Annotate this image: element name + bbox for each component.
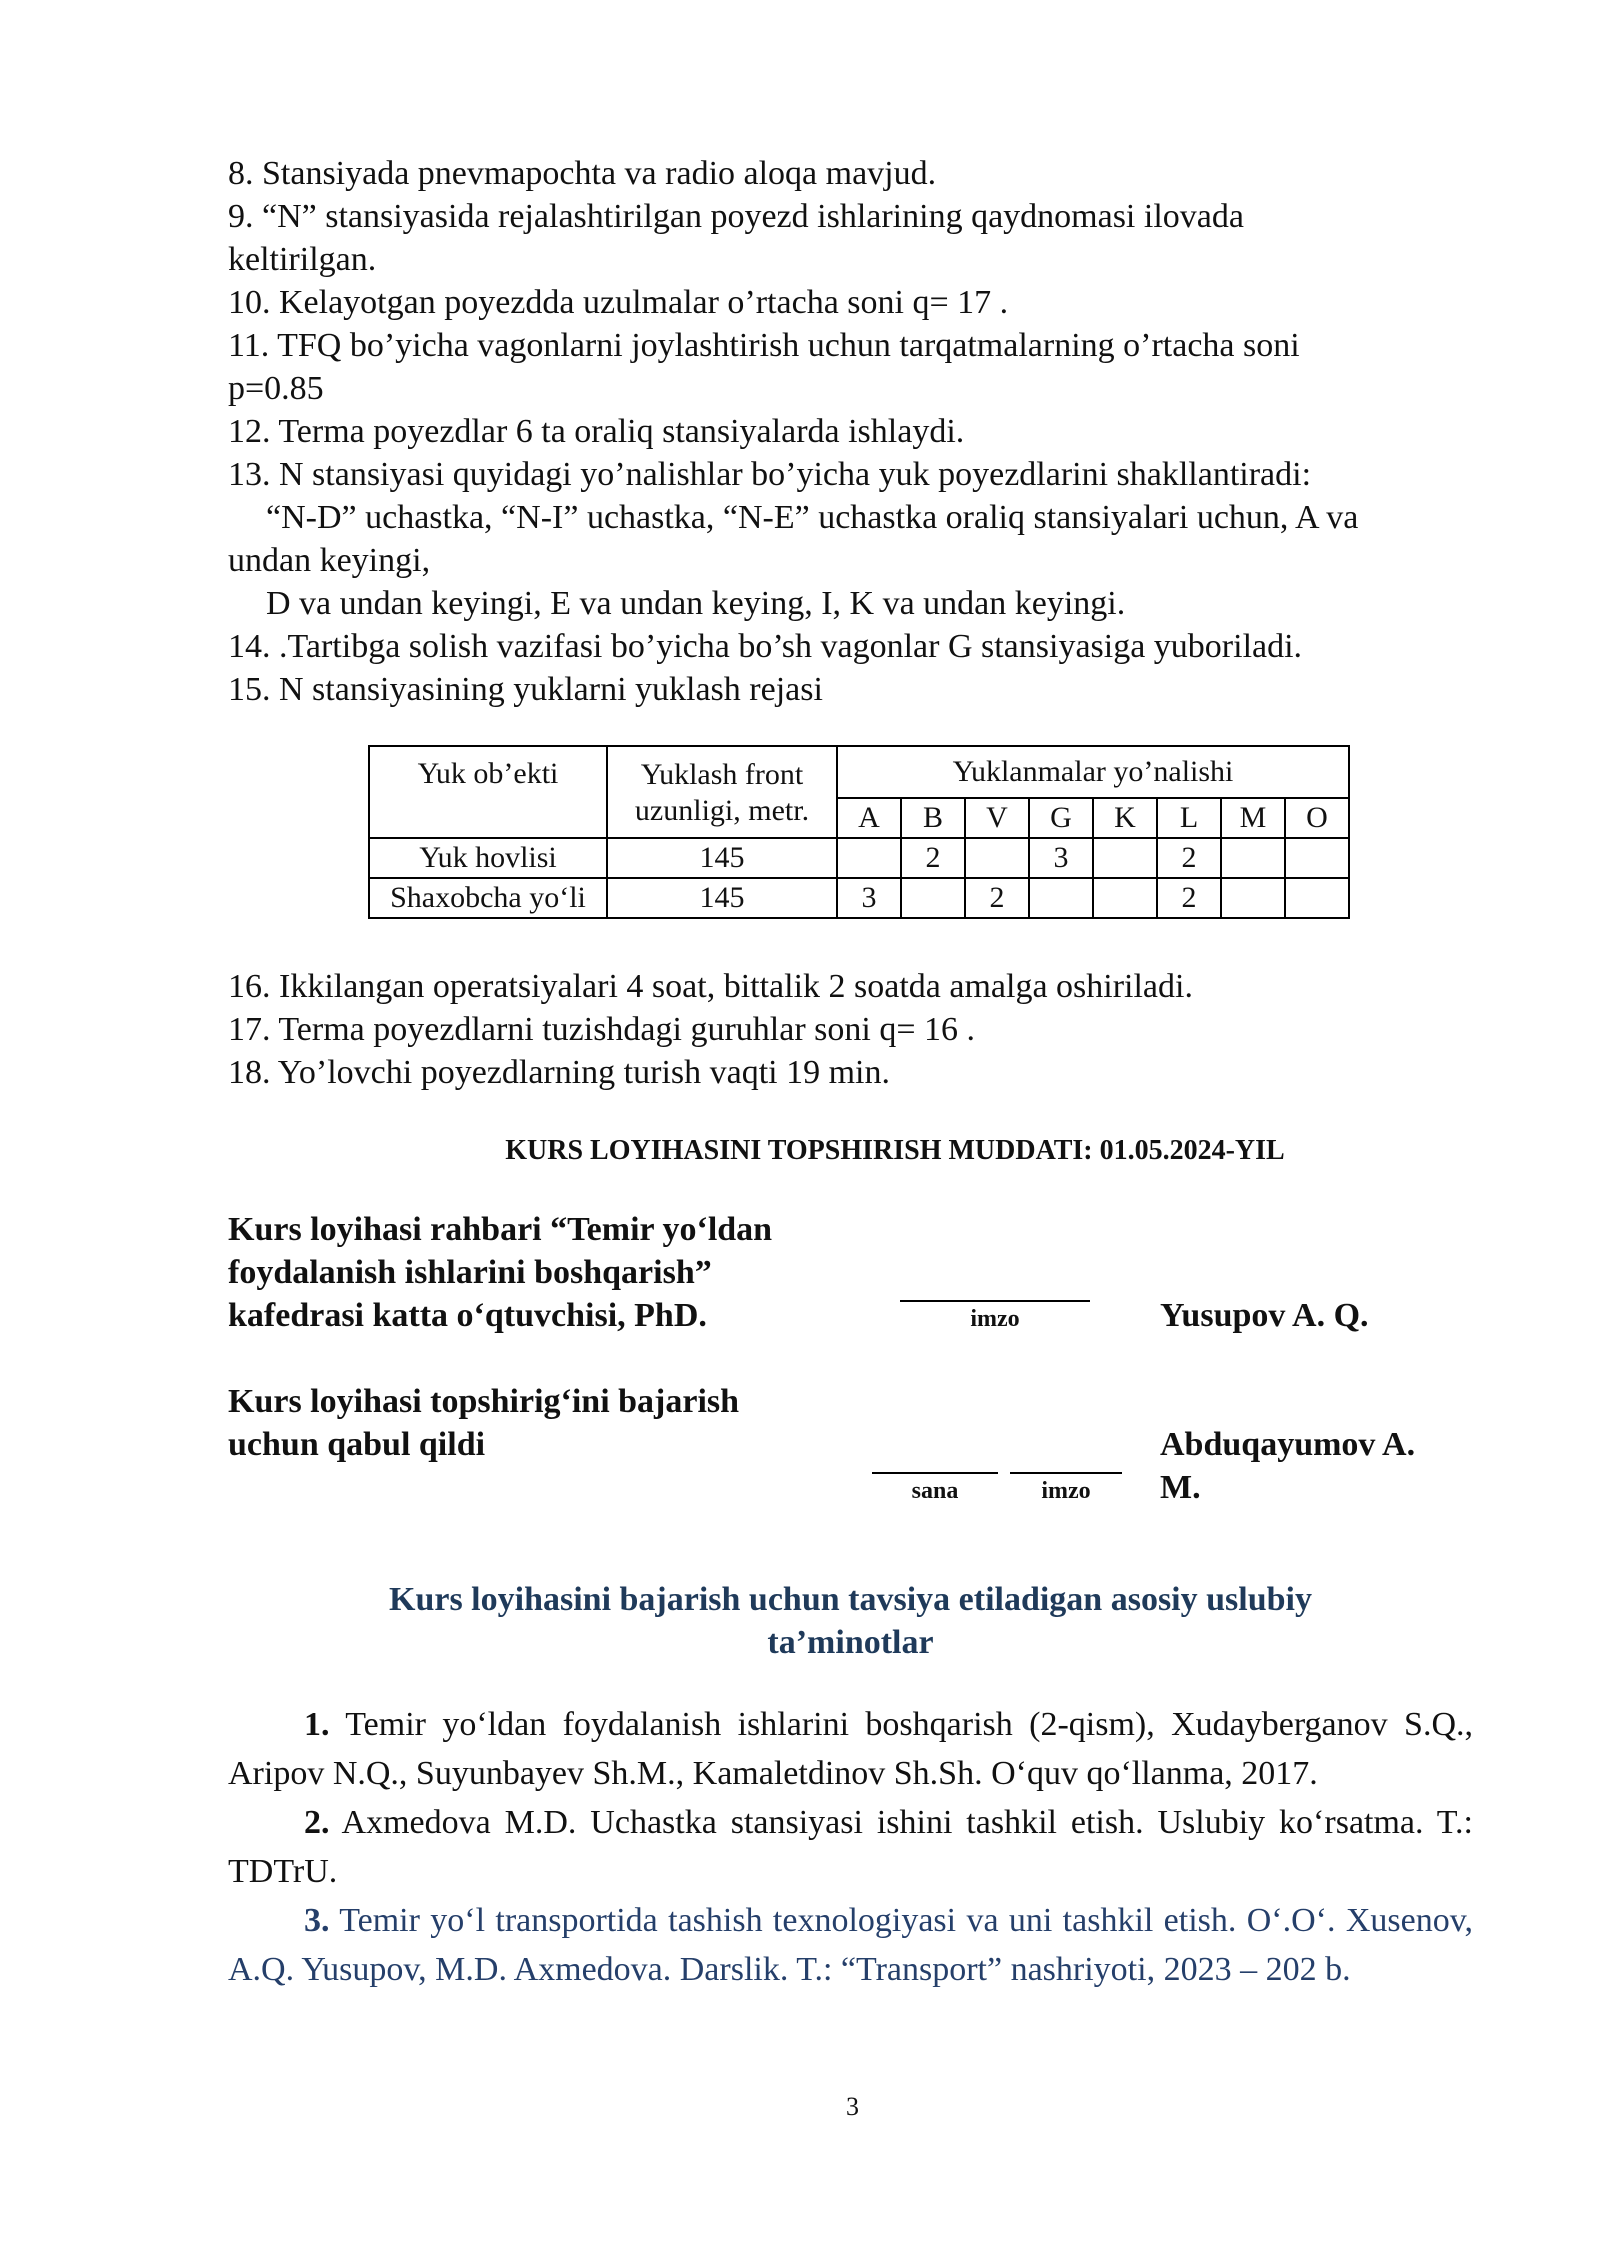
condition-line: 9. “N” stansiyasida rejalashtirilgan poyezd ishlarining qaydnomasi ilovada bbox=[228, 198, 1244, 235]
conditions-list-2 bbox=[228, 965, 1488, 1094]
date-line bbox=[872, 1472, 998, 1474]
row-cell: 3 bbox=[1029, 838, 1093, 878]
row-object: Shaxobcha yo‘li bbox=[369, 878, 607, 918]
signature-line bbox=[900, 1300, 1090, 1302]
condition-line: 14. .Tartibga solish vazifasi bo’yicha bo’sh vagonlar G stansiyasiga yuboriladi. bbox=[228, 628, 1303, 665]
condition-line: keltirilgan. bbox=[228, 241, 377, 278]
condition-line: 12. Terma poyezdlar 6 ta oraliq stansiyalarda ishlaydi. bbox=[228, 413, 965, 450]
condition-line: 11. TFQ bo’yicha vagonlarni joylashtirish uchun tarqatmalarning o’rtacha soni bbox=[228, 327, 1300, 364]
row-cell bbox=[1285, 878, 1349, 918]
condition-line: 10. Kelayotgan poyezdda uzulmalar o’rtacha soni q= 17 . bbox=[228, 284, 1009, 321]
student-name-line: Abduqayumov A. bbox=[1160, 1426, 1416, 1463]
row-front: 145 bbox=[607, 878, 837, 918]
signature-caption: imzo bbox=[1041, 1478, 1091, 1504]
condition-line: 16. Ikkilangan operatsiyalari 4 soat, bittalik 2 soatda amalga oshiriladi. bbox=[228, 968, 1193, 1005]
row-cell: 2 bbox=[965, 878, 1029, 918]
header-front-line2: uzunligi, metr. bbox=[634, 794, 810, 827]
condition-line: 15. N stansiyasining yuklarni yuklash rejasi bbox=[228, 671, 823, 708]
header-front bbox=[607, 746, 837, 838]
row-cell bbox=[901, 878, 965, 918]
student-line: uchun qabul qildi bbox=[228, 1426, 486, 1463]
condition-line: 18. Yo’lovchi poyezdlarning turish vaqti 19 min. bbox=[228, 1054, 891, 1091]
references-list bbox=[228, 1700, 1473, 1994]
direction-header: O bbox=[1285, 798, 1349, 838]
references-title-line: ta’minotlar bbox=[767, 1624, 934, 1661]
header-object: Yuk ob’ekti bbox=[369, 746, 607, 838]
row-cell bbox=[1221, 878, 1285, 918]
table-row bbox=[369, 838, 1349, 878]
reference-number: 2. bbox=[304, 1804, 330, 1841]
reference-text: Temir yo‘l transportida tashish texnologiyasi va uni tashkil etish. O‘.O‘. Xusenov, A.Q. Yusupov, M.D. Axmedova. Darslik. T.: “Transport” nashriyoti, 2023 – 202 b. bbox=[228, 1902, 1473, 1988]
reference-text: Axmedova M.D. Uchastka stansiyasi ishini tashkil etish. Uslubiy ko‘rsatma. T.: TDTrU. bbox=[228, 1804, 1473, 1890]
row-cell bbox=[1285, 838, 1349, 878]
condition-line: p=0.85 bbox=[228, 370, 324, 407]
supervisor-name: Yusupov A. Q. bbox=[1160, 1297, 1369, 1334]
signature-line bbox=[1010, 1472, 1122, 1474]
row-cell bbox=[1093, 838, 1157, 878]
row-cell: 2 bbox=[1157, 838, 1221, 878]
row-cell: 2 bbox=[1157, 878, 1221, 918]
condition-line: 8. Stansiyada pnevmapochta va radio aloqa mavjud. bbox=[228, 155, 937, 192]
direction-header: K bbox=[1093, 798, 1157, 838]
condition-line: “N-D” uchastka, “N-I” uchastka, “N-E” uchastka oraliq stansiyalari uchun, A va bbox=[266, 499, 1359, 536]
student-title bbox=[228, 1380, 739, 1466]
supervisor-line: kafedrasi katta o‘qtuvchisi, PhD. bbox=[228, 1297, 707, 1334]
row-cell: 2 bbox=[901, 838, 965, 878]
page-number: 3 bbox=[846, 2092, 859, 2121]
row-cell bbox=[1029, 878, 1093, 918]
header-front-line1: Yuklash front bbox=[640, 758, 804, 791]
reference-item bbox=[228, 1798, 1473, 1896]
header-directions: Yuklanmalar yo’nalishi bbox=[837, 746, 1349, 798]
condition-line: undan keyingi, bbox=[228, 542, 431, 579]
direction-header: B bbox=[901, 798, 965, 838]
row-front: 145 bbox=[607, 838, 837, 878]
date-caption: sana bbox=[911, 1478, 959, 1504]
condition-line: 13. N stansiyasi quyidagi yo’nalishlar bo’yicha yuk poyezdlarini shakllantiradi: bbox=[228, 456, 1312, 493]
row-cell: 3 bbox=[837, 878, 901, 918]
deadline-heading: KURS LOYIHASINI TOPSHIRISH MUDDATI: 01.05.2024-YIL bbox=[505, 1135, 1285, 1166]
loading-plan-table bbox=[368, 745, 1350, 919]
direction-header: G bbox=[1029, 798, 1093, 838]
row-cell bbox=[965, 838, 1029, 878]
student-line: Kurs loyihasi topshirig‘ini bajarish bbox=[228, 1383, 740, 1420]
reference-number: 3. bbox=[304, 1902, 330, 1939]
table-row bbox=[369, 878, 1349, 918]
signature-caption: imzo bbox=[970, 1306, 1020, 1332]
condition-line: 17. Terma poyezdlarni tuzishdagi guruhlar soni q= 16 . bbox=[228, 1011, 976, 1048]
row-cell bbox=[1093, 878, 1157, 918]
student-name bbox=[1160, 1423, 1415, 1509]
reference-item bbox=[228, 1700, 1473, 1798]
references-title-line: Kurs loyihasini bajarish uchun tavsiya etiladigan asosiy uslubiy bbox=[389, 1581, 1312, 1618]
reference-item bbox=[228, 1896, 1473, 1994]
supervisor-title bbox=[228, 1208, 772, 1337]
supervisor-line: foydalanish ishlarini boshqarish” bbox=[228, 1254, 712, 1291]
direction-header: A bbox=[837, 798, 901, 838]
references-title bbox=[228, 1578, 1473, 1664]
row-cell bbox=[1221, 838, 1285, 878]
student-name-line: M. bbox=[1160, 1469, 1201, 1506]
row-cell bbox=[837, 838, 901, 878]
reference-number: 1. bbox=[304, 1706, 330, 1743]
supervisor-line: Kurs loyihasi rahbari “Temir yo‘ldan bbox=[228, 1211, 773, 1248]
direction-header: M bbox=[1221, 798, 1285, 838]
condition-line: D va undan keyingi, E va undan keying, I, K va undan keyingi. bbox=[266, 585, 1126, 622]
direction-header: L bbox=[1157, 798, 1221, 838]
reference-text: Temir yo‘ldan foydalanish ishlarini boshqarish (2-qism), Xudayberganov S.Q., Aripov N.Q., Suyunbayev Sh.M., Kamaletdinov Sh.Sh. O‘quv qo‘llanma, 2017. bbox=[228, 1706, 1473, 1792]
direction-header: V bbox=[965, 798, 1029, 838]
conditions-list bbox=[228, 152, 1488, 711]
row-object: Yuk hovlisi bbox=[369, 838, 607, 878]
